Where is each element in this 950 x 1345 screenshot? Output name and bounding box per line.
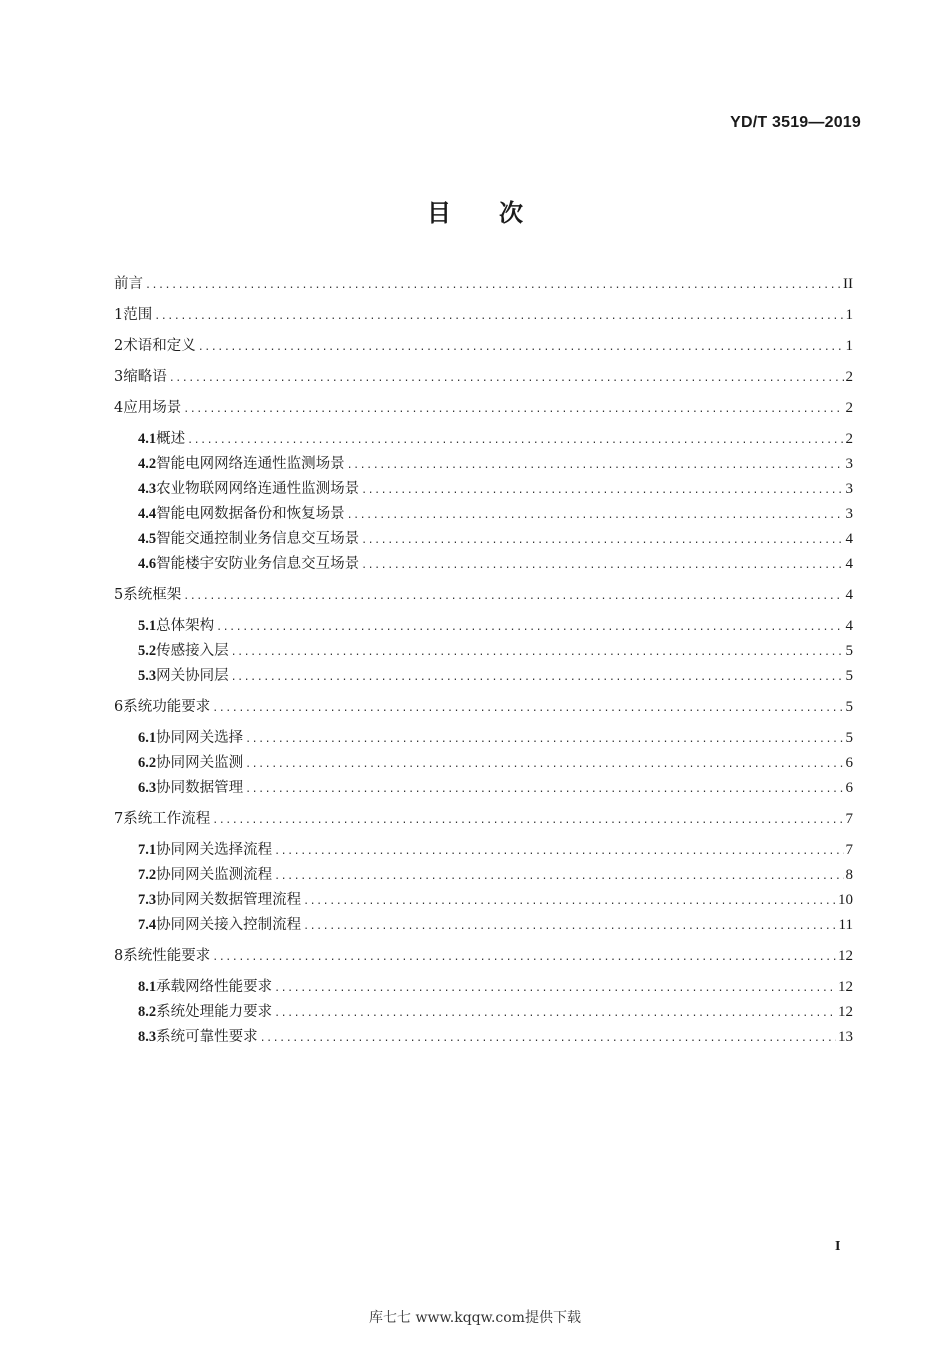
toc-dot-leader <box>212 810 843 832</box>
toc-entry-page: 1 <box>845 338 853 354</box>
toc-entry-number: 5 <box>114 587 124 603</box>
toc-entry-number: 4.5 <box>138 531 157 547</box>
toc-entry-number: 7.1 <box>138 842 157 858</box>
toc-entry-text: 智能电网网络连通性监测场景 <box>156 456 345 472</box>
toc-entry-number: 6 <box>114 699 124 715</box>
toc-entry-text: 系统处理能力要求 <box>156 1004 273 1020</box>
toc-dot-leader <box>245 729 843 751</box>
toc-entry-subsection[interactable] <box>138 428 853 450</box>
toc-entry-page: 4 <box>845 531 853 547</box>
toc-entry-text: 传感接入层 <box>156 643 229 659</box>
toc-dot-leader <box>274 1003 836 1025</box>
toc-entry-text: 网关协同层 <box>156 668 229 684</box>
page-number: I <box>835 1239 841 1254</box>
toc-entry-subsection[interactable] <box>138 665 853 687</box>
toc-entry-page: 3 <box>845 506 853 522</box>
toc-entry-number: 4.1 <box>138 431 157 447</box>
toc-entry-number: 8.1 <box>138 979 157 995</box>
toc-entry-text: 协同数据管理 <box>156 780 244 796</box>
toc-dot-leader <box>145 275 841 297</box>
toc-dot-leader <box>169 368 844 390</box>
toc-entry-subsection[interactable] <box>138 1026 853 1048</box>
toc-dot-leader <box>183 586 843 608</box>
toc-entry-page: 2 <box>845 400 853 416</box>
toc-entry-number: 4.2 <box>138 456 157 472</box>
toc-dot-leader <box>274 841 843 863</box>
toc-dot-leader <box>183 399 843 421</box>
toc-entry-section[interactable] <box>114 808 853 830</box>
toc-entry-subsection[interactable] <box>138 976 853 998</box>
toc-entry-number: 7.4 <box>138 917 157 933</box>
toc-entry-number: 5.3 <box>138 668 157 684</box>
toc-entry-number: 8.2 <box>138 1004 157 1020</box>
toc-entry-number: 8 <box>114 948 124 964</box>
toc-entry-page: 3 <box>845 456 853 472</box>
toc-entry-page: 8 <box>845 867 853 883</box>
toc-entry-page: 2 <box>845 369 853 385</box>
toc-entry-subsection[interactable] <box>138 640 853 662</box>
toc-entry-page: 11 <box>838 917 853 933</box>
toc-entry-number: 6.3 <box>138 780 157 796</box>
toc-dot-leader <box>361 530 843 552</box>
toc-entry-subsection[interactable] <box>138 889 853 911</box>
toc-entry-subsection[interactable] <box>138 528 853 550</box>
toc-entry-number: 4.3 <box>138 481 157 497</box>
toc-dot-leader <box>303 891 836 913</box>
toc-entry-page: 2 <box>845 431 853 447</box>
toc-entry-preface[interactable] <box>114 273 853 295</box>
toc-entry-subsection[interactable] <box>138 503 853 525</box>
toc-entry-text: 应用场景 <box>123 400 182 416</box>
toc-entry-subsection[interactable] <box>138 478 853 500</box>
toc-entry-text: 农业物联网网络连通性监测场景 <box>156 481 360 497</box>
toc-entry-page: 5 <box>845 699 853 715</box>
toc-entry-text: 系统可靠性要求 <box>156 1029 258 1045</box>
toc-entry-number: 4.4 <box>138 506 157 522</box>
toc-entry-subsection[interactable] <box>138 864 853 886</box>
toc-entry-number: 6.2 <box>138 755 157 771</box>
toc-entry-page: 12 <box>838 948 853 964</box>
toc-dot-leader <box>154 306 843 328</box>
toc-entry-section[interactable] <box>114 945 853 967</box>
toc-dot-leader <box>245 779 843 801</box>
toc-entry-page: 10 <box>838 892 853 908</box>
toc-dot-leader <box>198 337 844 359</box>
toc-entry-subsection[interactable] <box>138 727 853 749</box>
toc-entry-number: 5.1 <box>138 618 157 634</box>
toc-entry-section[interactable] <box>114 304 853 326</box>
toc-entry-text: 协同网关选择流程 <box>156 842 273 858</box>
toc-entry-page: 4 <box>845 618 853 634</box>
toc-dot-leader <box>212 698 843 720</box>
toc-dot-leader <box>245 754 843 776</box>
toc-entry-page: 5 <box>845 730 853 746</box>
toc-entry-text: 术语和定义 <box>123 338 196 354</box>
toc-entry-subsection[interactable] <box>138 777 853 799</box>
toc-entry-text: 系统功能要求 <box>123 699 211 715</box>
toc-entry-page: 4 <box>845 556 853 572</box>
footer-note: 库七七 www.kqqw.com提供下载 <box>369 1310 581 1326</box>
toc-entry-page: 13 <box>838 1029 853 1045</box>
toc-entry-number: 7.3 <box>138 892 157 908</box>
doc-number: YD/T 3519—2019 <box>730 114 861 131</box>
toc-entry-number: 7.2 <box>138 867 157 883</box>
toc-entry-section[interactable] <box>114 696 853 718</box>
toc-entry-subsection[interactable] <box>138 752 853 774</box>
toc-dot-leader <box>216 617 843 639</box>
toc-entry-text: 总体架构 <box>156 618 215 634</box>
toc-dot-leader <box>231 667 844 689</box>
toc-dot-leader <box>260 1028 836 1050</box>
toc-entry-text: 智能交通控制业务信息交互场景 <box>156 531 360 547</box>
toc-entry-page: 4 <box>845 587 853 603</box>
toc-dot-leader <box>274 866 843 888</box>
toc-entry-text: 协同网关数据管理流程 <box>156 892 302 908</box>
toc-entry-number: 7 <box>114 811 124 827</box>
toc-entry-text: 协同网关接入控制流程 <box>156 917 302 933</box>
toc-dot-leader <box>347 505 844 527</box>
toc-entry-page: 3 <box>845 481 853 497</box>
toc-entry-text: 协同网关选择 <box>156 730 244 746</box>
toc-entry-number: 3 <box>114 369 124 385</box>
toc-entry-page: 12 <box>838 1004 853 1020</box>
toc-entry-page: 7 <box>845 811 853 827</box>
toc-entry-section[interactable] <box>114 584 853 606</box>
toc-entry-text: 协同网关监测流程 <box>156 867 273 883</box>
toc-entry-text: 智能楼宇安防业务信息交互场景 <box>156 556 360 572</box>
toc-entry-number: 4 <box>114 400 124 416</box>
toc-entry-number: 6.1 <box>138 730 157 746</box>
toc-entry-subsection[interactable] <box>138 553 853 575</box>
toc-entry-number: 2 <box>114 338 124 354</box>
toc-entry-subsection[interactable] <box>138 914 853 936</box>
toc-dot-leader <box>361 555 843 577</box>
toc-entry-text: 智能电网数据备份和恢复场景 <box>156 506 345 522</box>
toc-entry-number: 5.2 <box>138 643 157 659</box>
toc-entry-page: 12 <box>838 979 853 995</box>
toc-entry-section[interactable] <box>114 366 853 388</box>
toc-entry-section[interactable] <box>114 335 853 357</box>
toc-entry-subsection[interactable] <box>138 615 853 637</box>
toc-entry-number: 4.6 <box>138 556 157 572</box>
toc-entry-subsection[interactable] <box>138 453 853 475</box>
toc-entry-text: 协同网关监测 <box>156 755 244 771</box>
page-title: 目次 <box>427 199 571 227</box>
toc-entry-text: 系统框架 <box>123 587 182 603</box>
toc-entry-subsection[interactable] <box>138 1001 853 1023</box>
toc-entry-page: 6 <box>845 780 853 796</box>
toc-entry-section[interactable] <box>114 397 853 419</box>
toc-entry-text: 范围 <box>123 307 153 323</box>
toc-entry-subsection[interactable] <box>138 839 853 861</box>
toc-entry-page: 6 <box>845 755 853 771</box>
toc-entry-text: 系统性能要求 <box>123 948 211 964</box>
toc-entry-text: 概述 <box>156 431 186 447</box>
toc-entry-number: 1 <box>114 307 124 323</box>
toc-entry-number: 8.3 <box>138 1029 157 1045</box>
toc-dot-leader <box>212 947 836 969</box>
toc-entry-page: II <box>843 276 853 292</box>
toc-entry-text: 系统工作流程 <box>123 811 211 827</box>
toc-dot-leader <box>303 916 836 938</box>
toc-entry-text: 缩略语 <box>123 369 167 385</box>
toc-entry-text: 前言 <box>114 276 143 292</box>
toc-dot-leader <box>361 480 843 502</box>
toc-dot-leader <box>231 642 844 664</box>
toc-entry-page: 7 <box>845 842 853 858</box>
toc-entry-text: 承载网络性能要求 <box>156 979 273 995</box>
toc-entry-page: 5 <box>845 643 853 659</box>
toc-dot-leader <box>347 455 844 477</box>
toc-entry-page: 5 <box>845 668 853 684</box>
toc-entry-page: 1 <box>845 307 853 323</box>
toc-dot-leader <box>187 430 843 452</box>
toc-dot-leader <box>274 978 836 1000</box>
